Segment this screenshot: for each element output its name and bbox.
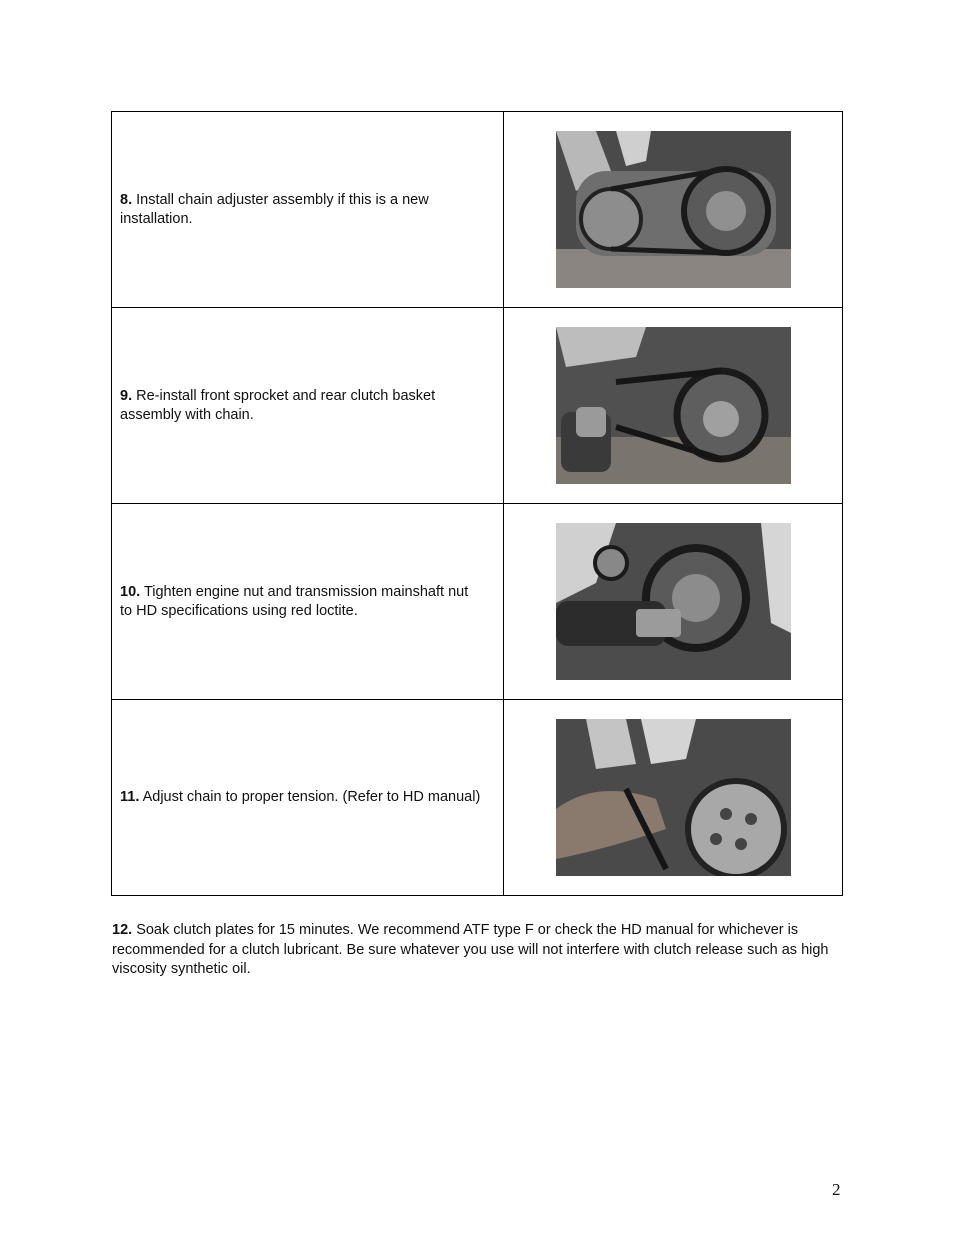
- step-text: Re-install front sprocket and rear clutch basket assembly with chain.: [120, 387, 436, 423]
- step-row-11: [112, 700, 843, 896]
- instruction-steps-table: [111, 111, 843, 896]
- step-row-9: [112, 308, 843, 504]
- chain-tension-adjust-photo: [556, 719, 791, 876]
- step-photo-cell: [504, 112, 843, 308]
- step-text-cell: [112, 700, 504, 896]
- step-photo-cell: [504, 504, 843, 700]
- engine-chain-adjuster-photo: [556, 131, 791, 288]
- step-text-cell: [112, 112, 504, 308]
- step-number: 9.: [120, 387, 133, 404]
- step-photo-cell: [504, 700, 843, 896]
- step-text: Soak clutch plates for 15 minutes. We recommend ATF type F or check the HD manual for whichever is recommended for a clutch lubricant. Be sure whatever you use will not interfere with clutch release such as high viscosity synthetic oil.: [112, 922, 829, 977]
- step-text: Install chain adjuster assembly if this is a new installation.: [120, 191, 429, 227]
- sprocket-clutch-basket-photo: [556, 327, 791, 484]
- step-number: 10.: [120, 583, 141, 600]
- step-number: 12.: [112, 922, 133, 938]
- step-row-10: [112, 504, 843, 700]
- step-12-note: [112, 921, 847, 980]
- step-text-cell: [112, 504, 504, 700]
- step-text: Tighten engine nut and transmission mainshaft nut to HD specifications using red loctite.: [120, 583, 469, 619]
- step-number: 8.: [120, 191, 133, 208]
- impact-wrench-mainshaft-photo: [556, 523, 791, 680]
- page-number: 2: [832, 1180, 841, 1199]
- step-number: 11.: [120, 789, 140, 805]
- step-text: Adjust chain to proper tension. (Refer to HD manual): [139, 789, 481, 805]
- step-text-cell: [112, 308, 504, 504]
- step-row-8: [112, 112, 843, 308]
- step-photo-cell: [504, 308, 843, 504]
